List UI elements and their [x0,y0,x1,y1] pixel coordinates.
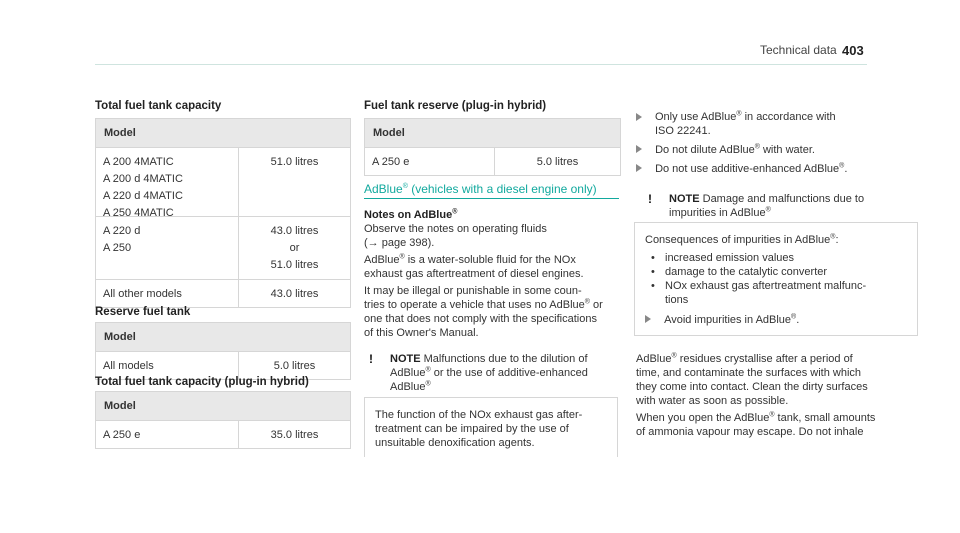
notes-heading: Notes on AdBlue® [364,208,458,221]
table-row [96,420,350,448]
reserve-hybrid-table [364,118,621,176]
instruction-arrow-icon [636,113,642,121]
value-cell: 5.0 litres [536,156,579,168]
table-header-model: Model [96,392,350,420]
list-item: damage to the catalytic converter [665,266,828,278]
model-cell: A 220 d 4MATIC [103,190,183,202]
warning-icon: ! [648,192,652,206]
model-cell: A 250 [103,242,132,254]
bullet-no-additive: Do not use additive-enhanced AdBlue®. [636,162,847,176]
bullet-only-use: Only use AdBlue® in accordance with ISO 22241. [636,110,836,138]
value-cell: or [289,242,300,254]
value-cell: 51.0 litres [270,156,319,168]
adblue-heading: AdBlue® (vehicles with a diesel engine only) [364,182,619,199]
model-cell: A 250 e [103,429,141,441]
impurities-note-header: ! NOTE Damage and malfunctions due to impurities in AdBlue® [645,192,915,220]
hybrid-capacity-table [95,391,351,449]
value-cell: 5.0 litres [273,360,316,372]
model-cell: A 200 d 4MATIC [103,173,183,185]
dilution-note-box: The function of the NOx exhaust gas after- treatment can be impaired by the use of unsuitable denoxification agents. [364,397,618,457]
residues-paragraph: AdBlue® residues crystallise after a period of time, and contaminate the surfaces with which they come into contact. Clean the dirty surfaces with water as soon as possible. When you open the AdBlue® tank, small amounts of ammonia vapour may escape. Do not inhale [636,352,876,438]
instruction-arrow-icon [645,315,651,323]
table-row [96,351,350,379]
table-row [96,216,350,279]
table-row [365,147,620,175]
impurities-note-box: Consequences of impurities in AdBlue®: • increased emission values • damage to the catalytic converter • NOx exhaust gas aftertreatment malfunc- tions Avoid impurities in AdBlue®. [634,222,918,336]
table-row [96,279,350,307]
total-capacity-table [95,118,351,308]
value-cell: 43.0 litres [270,288,319,300]
model-cell: All models [103,360,154,372]
value-cell: 43.0 litres [270,225,319,237]
total-capacity-title: Total fuel tank capacity [95,100,222,112]
model-cell: A 200 4MATIC [103,156,174,168]
table-header-model: Model [365,119,620,147]
reserve-tank-table [95,322,351,380]
hybrid-capacity-title: Total fuel tank capacity (plug-in hybrid) [95,376,309,388]
adblue-notes: Notes on AdBlue® Observe the notes on operating fluids (→ page 398). AdBlue® is a water-soluble fluid for the NOx exhaust gas aftertreatment of diesel engines. It may be illegal or punishable in some coun- tries to operate a vehicle that uses no AdBlue® or one that does not comply with the specifications of this Owner's Manual. [364,208,626,340]
model-cell: A 220 d [103,225,141,237]
model-cell: A 250 e [372,156,410,168]
page-number: 403 [842,43,864,58]
value-cell: 51.0 litres [270,259,319,271]
model-cell: A 250 4MATIC [103,207,174,219]
list-item: NOx exhaust gas aftertreatment malfunc- [665,280,867,292]
header-section-title: Technical data [760,43,837,57]
reserve-tank-title: Reserve fuel tank [95,306,191,318]
dilution-note-header: ! NOTE Malfunctions due to the dilution of AdBlue® or the use of additive-enhanced AdBlue® [366,352,616,394]
table-header-model: Model [96,119,350,147]
instruction-arrow-icon [636,145,642,153]
warning-icon: ! [369,352,373,366]
header-rule [95,64,867,65]
table-row [96,147,350,219]
bullet-do-not-dilute: Do not dilute AdBlue® with water. [636,143,815,157]
model-cell: All other models [103,288,182,300]
value-cell: 35.0 litres [270,429,319,441]
list-item: increased emission values [665,252,795,264]
table-header-model: Model [96,323,350,351]
reserve-hybrid-title: Fuel tank reserve (plug-in hybrid) [364,100,547,112]
instruction-arrow-icon [636,164,642,172]
